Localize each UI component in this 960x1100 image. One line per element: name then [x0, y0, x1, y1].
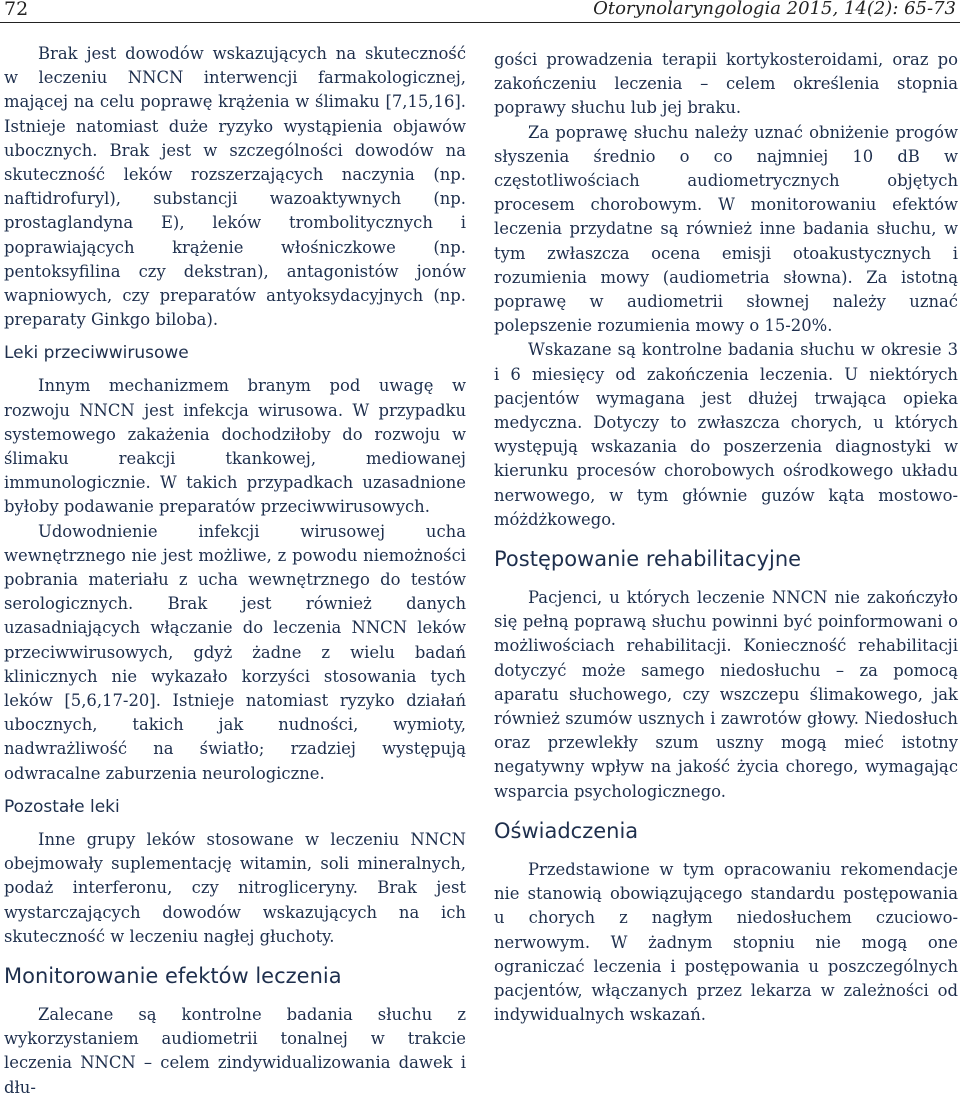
page-number: 72: [4, 0, 29, 20]
subheading-other-drugs: Pozostałe leki: [4, 796, 120, 817]
paragraph-antiviral-evidence: Udowodnienie infekcji wirusowej ucha wewnętrznego nie jest możliwe, z powodu niemożności pobrania materiału z ucha wewnętrznego do testów serologicznych. Brak jest również danych uzasadniających włączanie do leczenia NNCN leków przeciwwirusowych, gdyż żadne z wielu badań klinicznych nie wykazało korzyści stosowania tych leków [5,6,17-20]. Istnieje natomiast ryzyko działań ubocznych, takich jak nudności, wymioty, nadwrażliwość na światło; rzadziej występują odwracalne zaburzenia neurologiczne.: [4, 521, 466, 783]
paragraph-statements: Przedstawione w tym opracowaniu rekomendacje nie stanowią obowiązującego standardu postępowania u chorych z nagłym niedosłuchem czuciowo-nerwowym. W żadnym stopniu nie mogą one ograniczać leczenia i postępowania u poszczególnych pacjentów, włączanych przez lekarza w zależności od indywidualnych wskazań.: [494, 859, 958, 1025]
paragraph-vascular-drugs: Brak jest dowodów wskazujących na skuteczność w leczeniu NNCN interwencji farmakologicznej, mającej na celu poprawę krążenia w ślimaku [7,15,16]. Istnieje natomiast duże ryzyko wystąpienia objawów ubocznych. Brak jest w szczególności dowodów na skuteczność leków rozszerzających naczynia (np. naftidrofuryl), substancji wazoaktywnych (np. prostaglandyna E), leków trombolitycznych i poprawiających krążenie włośniczkowe (np. pentoksyfilina czy dekstran), antagonistów jonów wapniowych, czy preparatów antyoksydacyjnych (np. preparaty Ginkgo biloba).: [4, 44, 466, 330]
right-column: [494, 48, 958, 1027]
paragraph-hearing-improvement: Za poprawę słuchu należy uznać obniżenie progów słyszenia średnio o co najmniej 10 dB w częstotliwościach audiometrycznych objętych procesem chorobowym. W monitorowaniu efektów leczenia przydatne są również inne badania słuchu, w tym zwłaszcza ocena emisji otoakustycznych i rozumienia mowy (audiometria słowna). Za istotną poprawę w audiometrii słownej należy uznać polepszenie rozumienia mowy o 15-20%.: [494, 122, 958, 336]
paragraph-other-drugs: Inne grupy leków stosowane w leczeniu NNCN obejmowały suplementację witamin, soli mineralnych, podaż interferonu, czy nitrogliceryny. Brak jest wystarczających dowodów wskazujących na ich skuteczność w leczeniu nagłej głuchoty.: [4, 829, 466, 946]
paragraph-rehabilitation: Pacjenci, u których leczenie NNCN nie zakończyło się pełną poprawą słuchu powinni być poinformowani o możliwościach rehabilitacji. Konieczność rehabilitacji dotyczyć może samego niedosłuchu – za pomocą aparatu słuchowego, czy wszczepu ślimakowego, jak również szumów usznych i zawrotów głowy. Niedosłuch oraz przewlekły szum uszny mogą mieć istotny negatywny wpływ na jakość życia chorego, wymagając wsparcia psychologicznego.: [494, 588, 958, 801]
paragraph-viral-infection: Innym mechanizmem branym pod uwagę w rozwoju NNCN jest infekcja wirusowa. W przypadku systemowego zakażenia dochodziłoby do rozwoju w ślimaku reakcji tkankowej, mediowanej immunologicznie. W takich przypadkach uzasadnione byłoby podawanie preparatów przeciwwirusowych.: [4, 376, 466, 517]
running-header: [0, 0, 960, 23]
section-heading-rehabilitation: Postępowanie rehabilitacyjne: [494, 547, 802, 572]
section-heading-monitoring: Monitorowanie efektów leczenia: [4, 963, 342, 988]
subheading-antiviral: Leki przeciwwirusowe: [4, 343, 189, 364]
paragraph-monitoring-start: Zalecane są kontrolne badania słuchu z wykorzystaniem audiometrii tonalnej w trakcie leczenia NNCN – celem zindywidualizowania dawek i dłu-: [4, 1004, 466, 1097]
section-heading-statements: Oświadczenia: [494, 818, 639, 843]
paragraph-followup: Wskazane są kontrolne badania słuchu w okresie 3 i 6 miesięcy od zakończenia leczenia. U niektórych pacjentów wymagana jest dłużej trwająca opieka medyczna. Dotyczy to zwłaszcza chorych, u których występują wskazania do poszerzenia diagnostyki w kierunku procesów chorobowych ośrodkowego układu nerwowego, w tym głównie guzów kąta mostowo-móżdżkowego.: [494, 340, 958, 529]
paragraph-monitoring-continued: gości prowadzenia terapii kortykosteroidami, oraz po zakończeniu leczenia – celem określenia stopnia poprawy słuchu lub jej braku.: [494, 50, 958, 118]
left-column: [4, 42, 466, 1100]
journal-citation: Otorynolaryngologia 2015, 14(2): 65-73: [593, 0, 956, 19]
